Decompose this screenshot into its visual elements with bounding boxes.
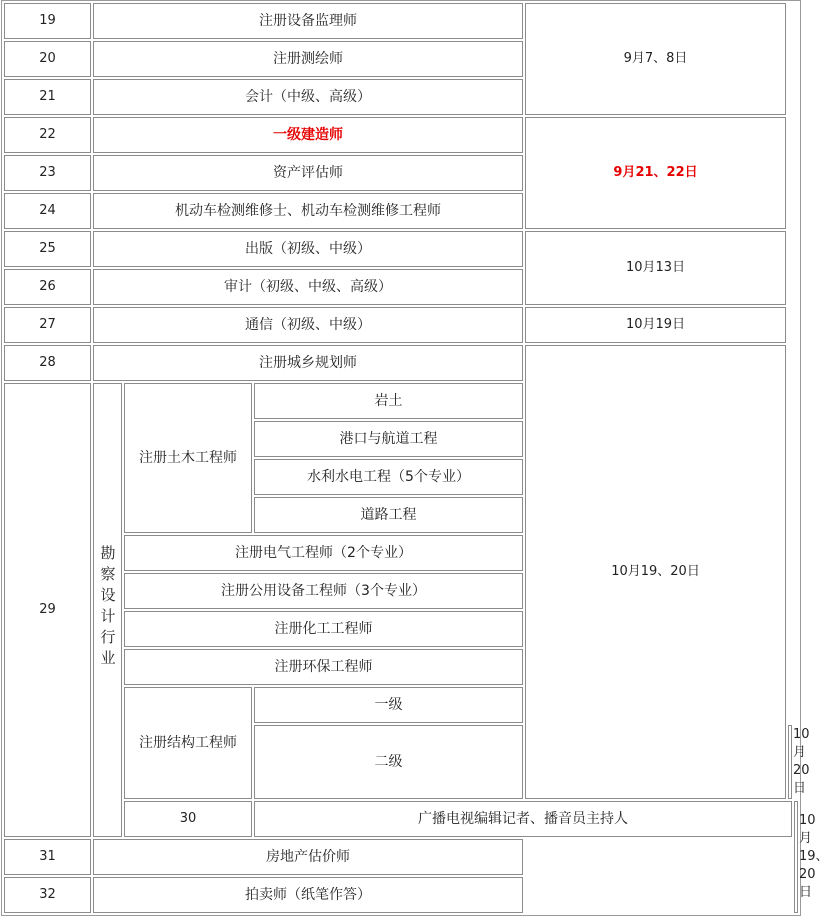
row-number: 26 [4, 269, 91, 305]
row-number: 30 [124, 801, 252, 837]
utility-engineer: 注册公用设备工程师（3个专业） [124, 573, 523, 609]
environment-engineer: 注册环保工程师 [124, 649, 523, 685]
structural-engineer: 注册结构工程师 [124, 687, 252, 799]
exam-name: 注册设备监理师 [93, 3, 523, 39]
exam-name: 通信（初级、中级） [93, 307, 523, 343]
table-row [4, 345, 798, 381]
row-number: 20 [4, 41, 91, 77]
row-number: 19 [4, 3, 91, 39]
table-row [4, 3, 798, 39]
table-row [4, 877, 798, 913]
table-row [4, 307, 798, 343]
row-number: 22 [4, 117, 91, 153]
industry-label-text: 勘察设计行业 [98, 544, 117, 671]
exam-schedule-table [1, 0, 829, 916]
civil-sub: 道路工程 [254, 497, 523, 533]
table-row [4, 839, 798, 875]
civil-engineer: 注册土木工程师 [124, 383, 252, 533]
row-number: 32 [4, 877, 91, 913]
table-row [4, 231, 798, 267]
exam-date: 10月20日 [788, 725, 792, 799]
exam-name: 注册城乡规划师 [93, 345, 523, 381]
row-number: 31 [4, 839, 91, 875]
row-number: 24 [4, 193, 91, 229]
table-row [4, 117, 798, 153]
exam-name: 机动车检测维修士、机动车检测维修工程师 [93, 193, 523, 229]
exam-date-highlighted: 9月21、22日 [525, 117, 786, 229]
row-number: 28 [4, 345, 91, 381]
row-number: 23 [4, 155, 91, 191]
exam-name-highlighted: 一级建造师 [93, 117, 523, 153]
structural-sub: 二级 [254, 725, 523, 799]
row-number: 27 [4, 307, 91, 343]
electrical-engineer: 注册电气工程师（2个专业） [124, 535, 523, 571]
civil-sub: 岩土 [254, 383, 523, 419]
industry-label [93, 383, 122, 837]
table-row [4, 801, 798, 837]
civil-sub: 港口与航道工程 [254, 421, 523, 457]
row-number: 29 [4, 383, 91, 837]
exam-name: 拍卖师（纸笔作答） [93, 877, 523, 913]
exam-name: 资产评估师 [93, 155, 523, 191]
row-number: 25 [4, 231, 91, 267]
exam-name: 审计（初级、中级、高级） [93, 269, 523, 305]
structural-sub: 一级 [254, 687, 523, 723]
exam-date: 10月19、20日 [525, 345, 786, 799]
row-number: 21 [4, 79, 91, 115]
chemical-engineer: 注册化工工程师 [124, 611, 523, 647]
exam-date: 10月13日 [525, 231, 786, 305]
exam-date: 9月7、8日 [525, 3, 786, 115]
exam-date: 10月19日 [525, 307, 786, 343]
exam-name: 广播电视编辑记者、播音员主持人 [254, 801, 792, 837]
exam-name: 注册测绘师 [93, 41, 523, 77]
exam-name: 房地产估价师 [93, 839, 523, 875]
exam-name: 出版（初级、中级） [93, 231, 523, 267]
civil-sub: 水利水电工程（5个专业） [254, 459, 523, 495]
exam-date: 10月19、20日 [794, 801, 798, 913]
exam-name: 会计（中级、高级） [93, 79, 523, 115]
